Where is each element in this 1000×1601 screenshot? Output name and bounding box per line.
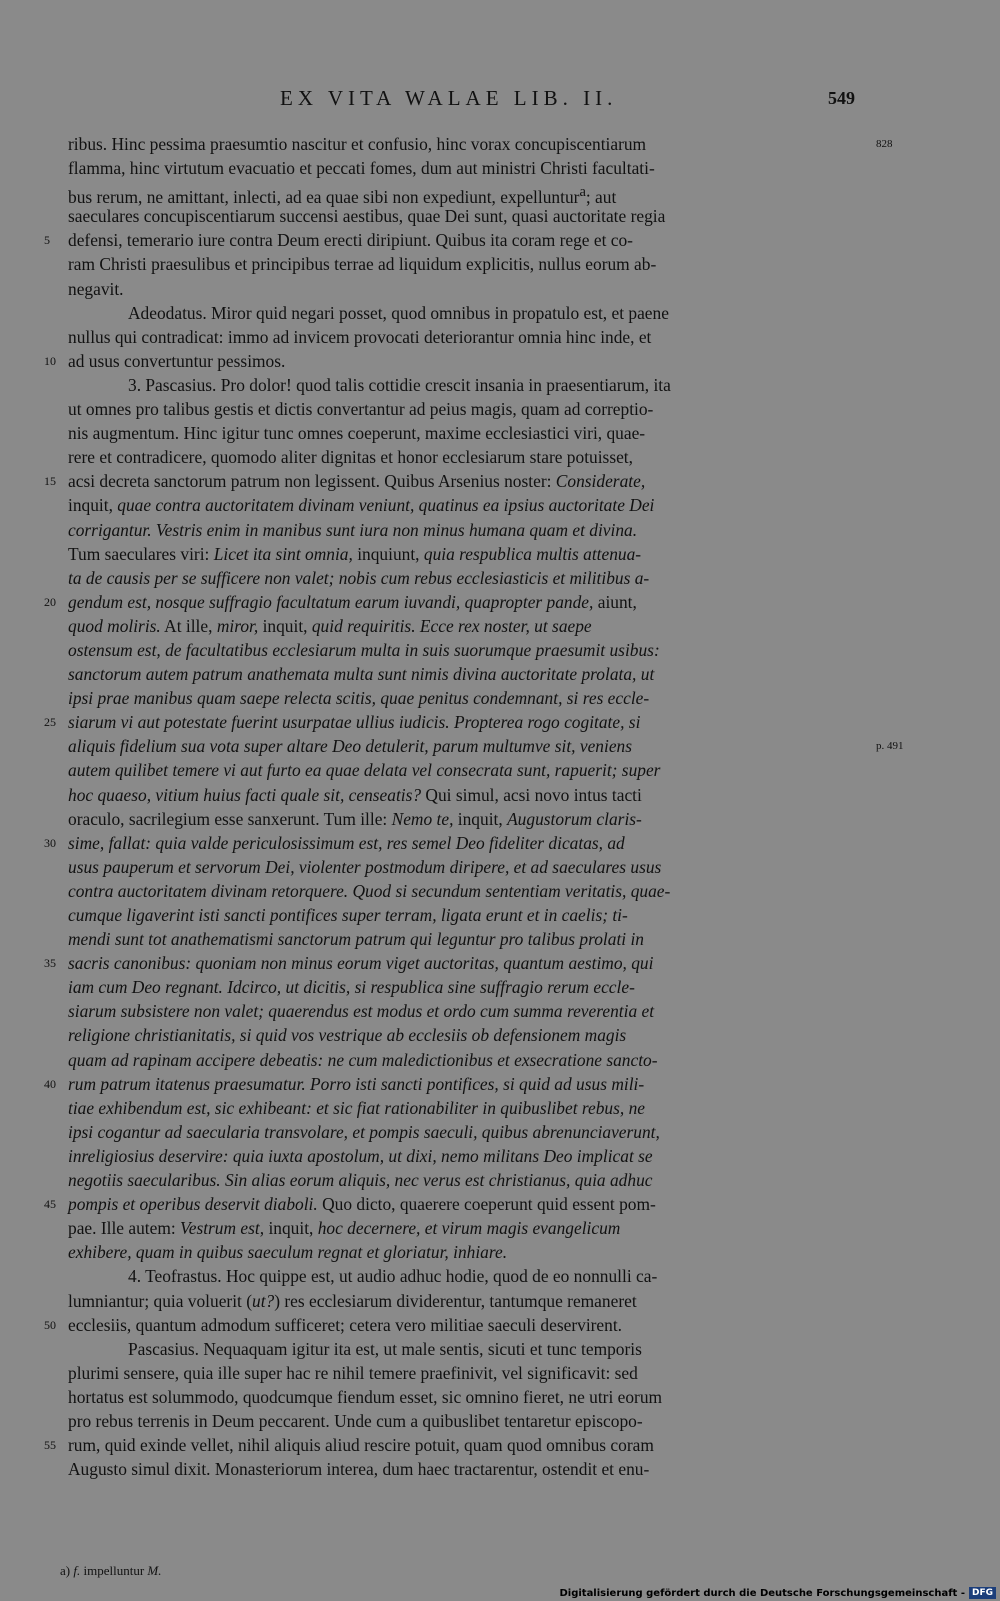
text-line [68, 686, 862, 710]
text-run: ecclesiis, quantum admodum sufficeret; cetera vero militiae saeculi deservirent. [68, 1314, 623, 1335]
text-run: siarum vi aut potestate fuerint usurpatae ullius iudicis. Propterea rogo cogitate, si [68, 712, 641, 733]
text-run: contra auctoritatem divinam retorquere. Quod si secundum sententiam veritatis, quae- [68, 880, 671, 901]
credit-text: Digitalisierung gefördert durch die Deutsche Forschungsgemeinschaft - [559, 1587, 965, 1599]
text-line [44, 1313, 862, 1337]
text-run: Augustorum claris- [507, 808, 642, 829]
text-run: nis augmentum. Hinc igitur tunc omnes coeperunt, maxime ecclesiastici viri, quae- [68, 423, 646, 444]
text-run: iam cum Deo regnant. Idcirco, ut dicitis, si respublica sine suffragio rerum eccle- [68, 977, 635, 998]
text-run: quid requiritis. Ecce rex noster, ut saepe [311, 615, 592, 636]
text-line [68, 855, 862, 879]
text-run: Nemo te, [391, 808, 454, 829]
text-line [68, 662, 862, 686]
text-line [68, 1023, 862, 1047]
text-run: inquit, [453, 808, 508, 829]
text-line [68, 999, 862, 1023]
text-line [44, 1072, 862, 1096]
text-run: usus pauperum et servorum Dei, violenter postmodum diripere, et ad saeculares usus [68, 856, 662, 877]
text-run: quia respublica multis attenua- [423, 543, 642, 564]
line-number: 10 [44, 353, 56, 368]
text-line [44, 590, 862, 614]
text-run: aliquis fidelium sua vota super altare Deo detulerit, parum multumve sit, veniens [68, 736, 632, 757]
line-number: 25 [44, 715, 56, 730]
text-run: nullus qui contradicat: immo ad invicem provocati deteriorantur omnia hinc inde, et [68, 326, 652, 347]
text-run: Licet ita sint omnia, [213, 543, 353, 564]
text-run: miror, [216, 615, 259, 636]
line-number: 50 [44, 1317, 56, 1332]
text-run: tiae exhibendum est, sic exhibeant: et sic fiat rationabiliter in quibuslibet rebus, ne [68, 1097, 646, 1118]
text-run: quod moliris. [68, 615, 161, 636]
text-run: Qui simul, acsi novo intus tacti [421, 784, 642, 805]
text-line [68, 975, 862, 999]
text-run: Quo dicto, quaerere coeperunt quid essent pom- [317, 1194, 656, 1215]
text-run: 4. Teofrastus. Hoc quippe est, ut audio adhuc hodie, quod de eo nonnulli ca- [128, 1266, 658, 1287]
text-line [68, 325, 862, 349]
text-line [68, 903, 862, 927]
text-line [68, 493, 862, 517]
text-run: defensi, temerario iure contra Deum erecti diripiunt. Quibus ita coram rege et co- [68, 230, 633, 251]
text-run: sanctorum autem patrum anathemata multa sunt nimis divina auctoritate prolata, ut [68, 664, 655, 685]
text-run: Considerate, [555, 471, 646, 492]
text-line [68, 252, 862, 276]
text-run: ; aut [585, 186, 617, 207]
text-line [68, 1240, 862, 1264]
text-line [68, 542, 862, 566]
text-line [68, 614, 862, 638]
text-line [68, 373, 862, 397]
text-run: plurimi sensere, quia ille super hac re nihil temere praefinivit, vel significavit: sed [68, 1362, 638, 1383]
text-line [68, 1264, 862, 1288]
text-line [44, 1192, 862, 1216]
text-run: hortatus est solummodo, quodcumque fiendum esset, sic omnino fieret, ne utri eorum [68, 1386, 663, 1407]
text-line [68, 156, 862, 180]
text-run: Vestrum est, [180, 1218, 265, 1239]
line-number: 35 [44, 956, 56, 971]
text-run: sime, fallat: quia valde periculosissimum est, res semel Deo fideliter dicatas, ad [68, 832, 625, 853]
text-line [68, 1168, 862, 1192]
text-line [68, 132, 893, 156]
text-line [44, 831, 862, 855]
text-line [68, 180, 862, 207]
text-run: inreligiosius deservire: quia iuxta apostolum, ut dixi, nemo militans Deo implicat se [68, 1145, 653, 1166]
text-line [68, 1337, 862, 1361]
running-title: EX VITA WALAE LIB. II. [280, 86, 618, 110]
text-line [68, 927, 862, 951]
text-line [44, 951, 862, 975]
text-line [68, 734, 904, 758]
text-line [68, 758, 862, 782]
text-run: aiunt, [593, 591, 637, 612]
text-line [44, 349, 862, 373]
line-number: 40 [44, 1076, 56, 1091]
text-run: Adeodatus. Miror quid negari posset, quod omnibus in propatulo est, et paene [128, 302, 669, 323]
text-line [68, 1216, 862, 1240]
dfg-logo: DFG [969, 1587, 996, 1599]
text-run: M. [147, 1563, 162, 1578]
text-run: corrigantur. Vestris enim in manibus sunt iura non minus humana quam et divina. [68, 519, 638, 540]
text-run: mendi sunt tot anathematismi sanctorum patrum qui leguntur pro talibus prolati in [68, 929, 644, 950]
text-run: hoc decernere, et virum magis evangelicum [317, 1218, 621, 1239]
text-run: negotiis saecularibus. Sin alias eorum aliquis, nec verus est christianus, quia adhuc [68, 1170, 653, 1191]
text-run: inquit, [68, 495, 118, 516]
text-run: ut? [252, 1290, 275, 1311]
text-line [44, 228, 862, 252]
text-line [44, 469, 862, 493]
text-run: inquit, [258, 615, 312, 636]
text-run: At ille, [160, 615, 217, 636]
text-run: quam ad rapinam accipere debeatis: ne cum maledictionibus et exsecratione sancto- [68, 1049, 658, 1070]
text-run: inquit, [264, 1218, 318, 1239]
text-run: oraculo, sacrilegium esse sanxerunt. Tum ille: [68, 808, 392, 829]
body-text [44, 132, 904, 1481]
text-run: Augusto simul dixit. Monasteriorum interea, dum haec tractarentur, ostendit et enu- [68, 1459, 650, 1480]
text-run: pro rebus terrenis in Deum peccarent. Unde cum a quibuslibet tentaretur episcopo- [68, 1410, 643, 1431]
text-run: ad usus convertuntur pessimos. [68, 350, 286, 371]
text-line [68, 204, 862, 228]
text-line [68, 1385, 862, 1409]
text-line [68, 783, 862, 807]
text-run: ipsi prae manibus quam saepe relecta scitis, quae penitus condemnant, si res eccle- [68, 688, 650, 709]
margin-note: 828 [876, 138, 893, 150]
text-run: sacris canonibus: quoniam non minus eorum viget auctoritas, quantum aestimo, qui [68, 953, 654, 974]
text-line [68, 518, 862, 542]
text-run: pae. Ille autem: [68, 1218, 181, 1239]
running-header [0, 86, 1000, 116]
text-run: rum, quid exinde vellet, nihil aliquis aliud rescire potuit, quam quod omnibus coram [68, 1435, 654, 1456]
text-run: lumniantur; quia voluerit ( [68, 1290, 253, 1311]
line-number: 5 [44, 233, 50, 248]
text-run: negavit. [68, 278, 124, 299]
text-line [68, 397, 862, 421]
text-run: exhibere, quam in quibus saeculum regnat et gloriatur, inhiare. [68, 1242, 508, 1263]
text-run: Tum saeculares viri: [68, 543, 214, 564]
text-run: rum patrum itatenus praesumatur. Porro isti sancti pontifices, si quid ad usus mili- [68, 1073, 645, 1094]
text-run: f. [73, 1563, 81, 1578]
text-run: pompis et operibus deservit diaboli. [68, 1194, 318, 1215]
text-line [68, 566, 862, 590]
text-line [68, 1409, 862, 1433]
text-run: 3. Pascasius. Pro dolor! quod talis cottidie crescit insania in praesentiarum, ita [128, 374, 671, 395]
text-line [68, 301, 862, 325]
funding-credit [559, 1587, 996, 1599]
page-number: 549 [828, 88, 855, 108]
margin-note: p. 491 [876, 740, 904, 753]
text-run: ipsi cogantur ad saecularia transvolare, et pompis saeculi, quibus abrenunciaverunt, [68, 1121, 660, 1142]
text-run: siarum subsistere non valet; quaerendus est modus et ordo cum summa reverentia et [68, 1001, 655, 1022]
text-line [68, 1361, 862, 1385]
line-number: 45 [44, 1197, 56, 1212]
line-number: 15 [44, 474, 56, 489]
text-run: rere et contradicere, quomodo aliter dignitas et honor ecclesiarum stare potuisset, [68, 447, 633, 468]
text-run: gendum est, nosque suffragio facultatum earum iuvandi, quapropter pande, [68, 591, 594, 612]
text-run: quae contra auctoritatem divinam veniunt, quatinus ea ipsius auctoritate Dei [117, 495, 655, 516]
text-run: ostensum est, de facultatibus ecclesiarum multa in suis suorumque praesumit usibus: [68, 639, 660, 660]
text-run: flamma, hinc virtutum evacuatio et peccati fomes, dum aut ministri Christi facultati- [68, 158, 655, 179]
text-line [68, 1144, 862, 1168]
text-line [68, 638, 862, 662]
text-run: autem quilibet temere vi aut furto ea quae delata vel consecrata sunt, rapuerit; super [68, 760, 661, 781]
text-line [68, 1457, 862, 1481]
text-run: Pascasius. Nequaquam igitur ita est, ut male sentis, sicuti et tunc temporis [128, 1338, 642, 1359]
text-line [68, 421, 862, 445]
text-run: ut omnes pro talibus gestis et dictis convertantur ad peius magis, quam ad correptio- [68, 399, 654, 420]
text-run: ta de causis per se sufficere non valet; nobis cum rebus ecclesiasticis et militibus a- [68, 567, 650, 588]
text-run: hoc quaeso, vitium huius facti quale sit, censeatis? [68, 784, 422, 805]
footnote [60, 1563, 162, 1579]
text-run: inquiunt, [352, 543, 424, 564]
text-line [68, 807, 862, 831]
text-line [68, 277, 862, 301]
text-line [44, 710, 862, 734]
text-line [68, 1289, 862, 1313]
text-run: bus rerum, ne amittant, inlecti, ad ea quae sibi non expediunt, expelluntur [68, 186, 580, 207]
line-number: 55 [44, 1438, 56, 1453]
text-run: ribus. Hinc pessima praesumtio nascitur et confusio, hinc vorax concupiscentiarum [68, 134, 647, 154]
footnote-marker: a [579, 184, 586, 201]
text-run: saeculares concupiscentiarum succensi aestibus, quae Dei sunt, quasi auctoritate regia [68, 206, 666, 227]
text-run: ) res ecclesiarum dividerentur, tantumque remaneret [274, 1290, 637, 1311]
text-run: religione christianitatis, si quid vos vestrique ab ecclesiis ob defensionem magis [68, 1025, 627, 1046]
text-line [68, 879, 862, 903]
text-run: impelluntur [80, 1563, 148, 1578]
text-run: cumque ligaverint isti sancti pontifices super terram, ligata erunt et in caelis; ti- [68, 905, 628, 925]
text-line [68, 1048, 862, 1072]
text-run: a) [60, 1563, 74, 1578]
line-number: 30 [44, 835, 56, 850]
text-line [68, 1096, 862, 1120]
text-line [68, 445, 862, 469]
line-number: 20 [44, 594, 56, 609]
text-run: ram Christi praesulibus et principibus terrae ad liquidum explicitis, nullus eorum ab- [68, 254, 657, 275]
text-line [68, 1120, 862, 1144]
text-line [44, 1433, 862, 1457]
text-run: acsi decreta sanctorum patrum non legissent. Quibus Arsenius noster: [68, 471, 556, 492]
